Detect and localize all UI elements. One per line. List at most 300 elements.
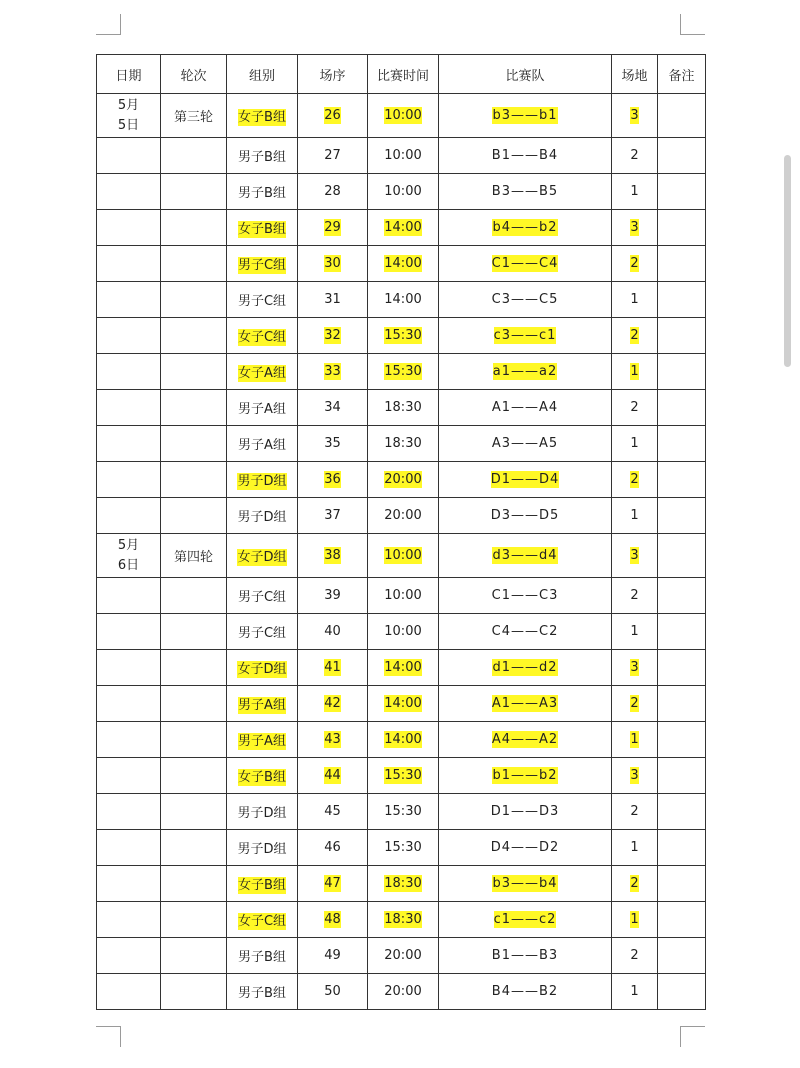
cell-notes — [658, 174, 706, 210]
cell-match-number — [298, 866, 368, 902]
table-row — [97, 138, 706, 174]
cell-round — [161, 722, 227, 758]
cell-match-number-text: 50 — [324, 984, 341, 999]
cell-venue — [612, 794, 658, 830]
cell-match-number-text: 41 — [324, 660, 341, 675]
cell-date — [97, 794, 161, 830]
cell-notes — [658, 866, 706, 902]
cell-teams-text: b3——b1 — [492, 108, 558, 123]
cell-match-time-text: 10:00 — [384, 148, 422, 163]
cell-venue-text: 1 — [630, 184, 639, 199]
cell-match-time-text: 20:00 — [384, 948, 422, 963]
cell-venue — [612, 902, 658, 938]
cell-group — [227, 686, 298, 722]
cell-group-text: 男子A组 — [238, 698, 286, 713]
cell-venue — [612, 974, 658, 1010]
cell-teams-text: D3——D5 — [490, 508, 560, 523]
cell-notes — [658, 650, 706, 686]
cell-notes — [658, 830, 706, 866]
cell-date — [97, 578, 161, 614]
cell-venue — [612, 210, 658, 246]
cell-teams — [439, 390, 612, 426]
cell-teams-text: b4——b2 — [492, 220, 558, 235]
cell-venue-text: 1 — [630, 508, 639, 523]
cell-group-text: 男子A组 — [238, 734, 286, 749]
cell-round — [161, 830, 227, 866]
cell-group-text: 男子C组 — [237, 626, 287, 641]
table-row — [97, 354, 706, 390]
cell-match-time-text: 18:30 — [384, 912, 422, 927]
cell-match-number — [298, 354, 368, 390]
match-schedule-table — [96, 54, 706, 1010]
cell-match-time-text: 15:30 — [384, 768, 422, 783]
cell-round — [161, 318, 227, 354]
cell-venue-text: 3 — [630, 768, 639, 783]
cell-match-number-text: 37 — [324, 508, 341, 523]
cell-notes — [658, 354, 706, 390]
table-row — [97, 246, 706, 282]
cell-notes — [658, 974, 706, 1010]
date-day: 5日 — [117, 117, 140, 133]
header-date: 日期 — [97, 55, 161, 94]
cell-notes — [658, 758, 706, 794]
cell-group — [227, 462, 298, 498]
cell-match-number — [298, 578, 368, 614]
cell-notes — [658, 282, 706, 318]
cell-date — [97, 830, 161, 866]
cell-round-text: 第三轮 — [173, 110, 213, 125]
cell-round — [161, 174, 227, 210]
cell-match-number — [298, 390, 368, 426]
cell-notes — [658, 686, 706, 722]
table-row — [97, 902, 706, 938]
cell-date — [97, 94, 161, 138]
cell-teams — [439, 354, 612, 390]
cell-group — [227, 794, 298, 830]
cell-date — [97, 210, 161, 246]
cell-group-text: 男子C组 — [237, 258, 287, 273]
crop-mark-top-left — [96, 14, 121, 35]
cell-match-time-text: 18:30 — [384, 436, 422, 451]
cell-round — [161, 758, 227, 794]
cell-match-time — [368, 902, 439, 938]
cell-match-number — [298, 614, 368, 650]
cell-venue-text: 1 — [630, 840, 639, 855]
cell-group — [227, 578, 298, 614]
cell-date — [97, 686, 161, 722]
cell-venue-text: 2 — [630, 696, 639, 711]
table-row — [97, 614, 706, 650]
cell-group — [227, 138, 298, 174]
cell-teams-text: C1——C3 — [491, 588, 559, 603]
cell-match-time — [368, 614, 439, 650]
cell-date — [97, 174, 161, 210]
cell-match-number-text: 29 — [324, 220, 341, 235]
table-row — [97, 462, 706, 498]
cell-group-text: 女子D组 — [237, 662, 287, 677]
cell-match-time — [368, 974, 439, 1010]
cell-teams — [439, 138, 612, 174]
cell-venue-text: 2 — [630, 472, 639, 487]
cell-date — [97, 462, 161, 498]
cell-venue — [612, 354, 658, 390]
cell-match-time — [368, 174, 439, 210]
cell-match-time — [368, 426, 439, 462]
cell-venue-text: 1 — [630, 364, 639, 379]
table-row — [97, 210, 706, 246]
cell-notes — [658, 462, 706, 498]
cell-group — [227, 210, 298, 246]
cell-venue-text: 2 — [630, 804, 639, 819]
cell-match-number — [298, 650, 368, 686]
cell-group-text: 女子B组 — [238, 878, 286, 893]
cell-group — [227, 390, 298, 426]
cell-group-text: 男子D组 — [237, 510, 287, 525]
cell-match-time — [368, 354, 439, 390]
cell-round — [161, 534, 227, 578]
cell-venue-text: 2 — [630, 588, 639, 603]
table-row — [97, 830, 706, 866]
cell-match-number-text: 44 — [324, 768, 341, 783]
cell-match-number-text: 46 — [324, 840, 341, 855]
cell-teams — [439, 318, 612, 354]
table-row — [97, 94, 706, 138]
cell-match-number — [298, 938, 368, 974]
cell-match-number — [298, 426, 368, 462]
cell-match-number — [298, 318, 368, 354]
cell-teams-text: C4——C2 — [491, 624, 559, 639]
cell-match-number — [298, 534, 368, 578]
cell-teams-text: A3——A5 — [491, 436, 559, 451]
cell-venue — [612, 94, 658, 138]
cell-group-text: 女子A组 — [238, 366, 286, 381]
cell-match-time-text: 14:00 — [384, 220, 422, 235]
cell-teams-text: c1——c2 — [493, 912, 557, 927]
cell-teams-text: C3——C5 — [491, 292, 559, 307]
cell-teams-text: b1——b2 — [492, 768, 558, 783]
cell-match-number-text: 47 — [324, 876, 341, 891]
cell-match-number — [298, 210, 368, 246]
cell-date — [97, 650, 161, 686]
cell-venue — [612, 650, 658, 686]
cell-match-number-text: 30 — [324, 256, 341, 271]
cell-round — [161, 138, 227, 174]
cell-teams — [439, 758, 612, 794]
cell-group — [227, 902, 298, 938]
cell-date — [97, 866, 161, 902]
cell-venue-text: 1 — [630, 732, 639, 747]
cell-round — [161, 794, 227, 830]
cell-round — [161, 462, 227, 498]
cell-match-time — [368, 722, 439, 758]
cell-match-time-text: 10:00 — [384, 588, 422, 603]
cell-round — [161, 578, 227, 614]
cell-group-text: 女子B组 — [238, 222, 286, 237]
cell-notes — [658, 722, 706, 758]
cell-match-time — [368, 282, 439, 318]
crop-mark-top-right — [680, 14, 705, 35]
table-row — [97, 174, 706, 210]
cell-match-number — [298, 758, 368, 794]
table-row — [97, 866, 706, 902]
cell-venue-text: 3 — [630, 108, 639, 123]
table-row — [97, 318, 706, 354]
cell-venue — [612, 174, 658, 210]
cell-match-time — [368, 758, 439, 794]
cell-teams — [439, 578, 612, 614]
cell-teams-text: B3——B5 — [491, 184, 559, 199]
vertical-scrollbar[interactable] — [784, 155, 791, 367]
cell-teams-text: A1——A3 — [491, 696, 559, 711]
cell-match-number — [298, 138, 368, 174]
cell-teams — [439, 902, 612, 938]
cell-teams-text: D4——D2 — [490, 840, 560, 855]
cell-match-time-text: 15:30 — [384, 804, 422, 819]
cell-match-time-text: 15:30 — [384, 840, 422, 855]
cell-teams — [439, 938, 612, 974]
cell-match-number — [298, 830, 368, 866]
cell-teams-text: B4——B2 — [491, 984, 559, 999]
cell-match-time-text: 10:00 — [384, 108, 422, 123]
cell-match-time-text: 10:00 — [384, 624, 422, 639]
cell-group — [227, 498, 298, 534]
header-notes: 备注 — [658, 55, 706, 94]
cell-date — [97, 534, 161, 578]
table-row — [97, 426, 706, 462]
cell-match-number — [298, 686, 368, 722]
date-month: 5月 — [117, 97, 140, 113]
cell-teams — [439, 794, 612, 830]
cell-teams — [439, 498, 612, 534]
cell-notes — [658, 902, 706, 938]
cell-notes — [658, 426, 706, 462]
cell-venue-text: 1 — [630, 292, 639, 307]
cell-venue — [612, 390, 658, 426]
cell-group-text: 男子A组 — [238, 402, 286, 417]
cell-group-text: 男子D组 — [237, 806, 287, 821]
cell-group — [227, 354, 298, 390]
cell-notes — [658, 318, 706, 354]
cell-match-number — [298, 282, 368, 318]
cell-venue — [612, 830, 658, 866]
cell-match-time — [368, 650, 439, 686]
cell-notes — [658, 794, 706, 830]
cell-match-time — [368, 318, 439, 354]
cell-match-number — [298, 902, 368, 938]
cell-venue — [612, 758, 658, 794]
cell-match-time — [368, 938, 439, 974]
table-row — [97, 578, 706, 614]
cell-venue — [612, 282, 658, 318]
crop-mark-bottom-right — [680, 1026, 705, 1047]
cell-teams — [439, 246, 612, 282]
cell-group-text: 男子B组 — [238, 986, 286, 1001]
cell-notes — [658, 390, 706, 426]
cell-round — [161, 902, 227, 938]
cell-group-text: 男子B组 — [238, 150, 286, 165]
cell-round — [161, 390, 227, 426]
cell-group — [227, 246, 298, 282]
cell-venue — [612, 318, 658, 354]
table-row — [97, 974, 706, 1010]
cell-teams — [439, 830, 612, 866]
cell-group — [227, 426, 298, 462]
cell-match-number — [298, 498, 368, 534]
cell-match-time — [368, 210, 439, 246]
cell-group-text: 男子B组 — [238, 950, 286, 965]
cell-date — [97, 138, 161, 174]
cell-teams-text: C1——C4 — [491, 256, 559, 271]
cell-match-number-text: 26 — [324, 108, 341, 123]
cell-group-text: 男子C组 — [237, 590, 287, 605]
table-row — [97, 758, 706, 794]
cell-group — [227, 282, 298, 318]
cell-teams-text: a1——a2 — [492, 364, 558, 379]
cell-match-number — [298, 94, 368, 138]
cell-teams — [439, 94, 612, 138]
cell-group-text: 男子D组 — [237, 842, 287, 857]
cell-notes — [658, 246, 706, 282]
cell-match-time — [368, 686, 439, 722]
cell-teams — [439, 686, 612, 722]
cell-match-number-text: 43 — [324, 732, 341, 747]
cell-group — [227, 758, 298, 794]
cell-group-text: 男子C组 — [237, 294, 287, 309]
cell-venue-text: 1 — [630, 436, 639, 451]
cell-match-time-text: 18:30 — [384, 400, 422, 415]
cell-teams-text: A1——A4 — [491, 400, 559, 415]
cell-date — [97, 614, 161, 650]
cell-match-time — [368, 390, 439, 426]
table-row — [97, 390, 706, 426]
cell-match-time-text: 18:30 — [384, 876, 422, 891]
header-match-number: 场序 — [298, 55, 368, 94]
cell-round — [161, 614, 227, 650]
cell-group — [227, 318, 298, 354]
cell-date — [97, 426, 161, 462]
cell-match-number-text: 28 — [324, 184, 341, 199]
cell-group-text: 女子C组 — [237, 914, 287, 929]
cell-venue-text: 3 — [630, 548, 639, 563]
table-body — [97, 94, 706, 1010]
cell-notes — [658, 614, 706, 650]
cell-teams — [439, 974, 612, 1010]
cell-round — [161, 246, 227, 282]
cell-match-number — [298, 174, 368, 210]
cell-match-time — [368, 94, 439, 138]
cell-group — [227, 94, 298, 138]
cell-match-time — [368, 138, 439, 174]
cell-match-time — [368, 534, 439, 578]
cell-venue — [612, 246, 658, 282]
cell-teams — [439, 534, 612, 578]
date-day: 6日 — [117, 557, 140, 573]
cell-match-number-text: 42 — [324, 696, 341, 711]
cell-venue — [612, 534, 658, 578]
cell-teams-text: B1——B4 — [491, 148, 559, 163]
table-row — [97, 650, 706, 686]
cell-match-number-text: 38 — [324, 548, 341, 563]
cell-venue — [612, 138, 658, 174]
cell-venue — [612, 614, 658, 650]
cell-group — [227, 974, 298, 1010]
table-row — [97, 498, 706, 534]
cell-teams-text: A4——A2 — [491, 732, 559, 747]
cell-group-text: 男子A组 — [238, 438, 286, 453]
cell-match-number-text: 33 — [324, 364, 341, 379]
cell-round — [161, 686, 227, 722]
cell-match-number-text: 32 — [324, 328, 341, 343]
cell-teams — [439, 210, 612, 246]
cell-match-number-text: 49 — [324, 948, 341, 963]
cell-date — [97, 282, 161, 318]
header-group: 组别 — [227, 55, 298, 94]
table-row — [97, 938, 706, 974]
cell-notes — [658, 578, 706, 614]
cell-round — [161, 498, 227, 534]
cell-match-time-text: 15:30 — [384, 328, 422, 343]
cell-venue — [612, 462, 658, 498]
cell-group-text: 女子C组 — [237, 330, 287, 345]
cell-teams — [439, 462, 612, 498]
cell-group — [227, 866, 298, 902]
cell-venue-text: 1 — [630, 984, 639, 999]
table-row — [97, 282, 706, 318]
cell-teams — [439, 650, 612, 686]
cell-teams — [439, 282, 612, 318]
cell-date — [97, 246, 161, 282]
cell-round-text: 第四轮 — [173, 550, 213, 565]
cell-venue — [612, 722, 658, 758]
cell-round — [161, 210, 227, 246]
cell-group — [227, 174, 298, 210]
cell-match-time — [368, 462, 439, 498]
cell-match-number — [298, 974, 368, 1010]
cell-group-text: 男子B组 — [238, 186, 286, 201]
cell-date — [97, 354, 161, 390]
cell-venue — [612, 686, 658, 722]
cell-match-number-text: 31 — [324, 292, 341, 307]
cell-teams — [439, 722, 612, 758]
cell-match-time — [368, 498, 439, 534]
cell-match-time-text: 10:00 — [384, 548, 422, 563]
cell-venue — [612, 866, 658, 902]
cell-match-time — [368, 794, 439, 830]
header-venue: 场地 — [612, 55, 658, 94]
cell-match-number-text: 39 — [324, 588, 341, 603]
cell-venue-text: 2 — [630, 256, 639, 271]
cell-teams — [439, 174, 612, 210]
cell-group-text: 女子B组 — [238, 770, 286, 785]
cell-teams — [439, 426, 612, 462]
cell-match-time-text: 14:00 — [384, 256, 422, 271]
cell-date — [97, 974, 161, 1010]
cell-venue-text: 1 — [630, 912, 639, 927]
cell-teams-text: d1——d2 — [492, 660, 558, 675]
cell-teams — [439, 866, 612, 902]
table-row — [97, 794, 706, 830]
cell-venue-text: 2 — [630, 948, 639, 963]
header-match-time: 比赛时间 — [368, 55, 439, 94]
cell-match-number — [298, 246, 368, 282]
header-round: 轮次 — [161, 55, 227, 94]
cell-match-number — [298, 462, 368, 498]
cell-match-time-text: 14:00 — [384, 292, 422, 307]
cell-venue — [612, 578, 658, 614]
cell-date — [97, 902, 161, 938]
cell-date — [97, 758, 161, 794]
table-row — [97, 534, 706, 578]
